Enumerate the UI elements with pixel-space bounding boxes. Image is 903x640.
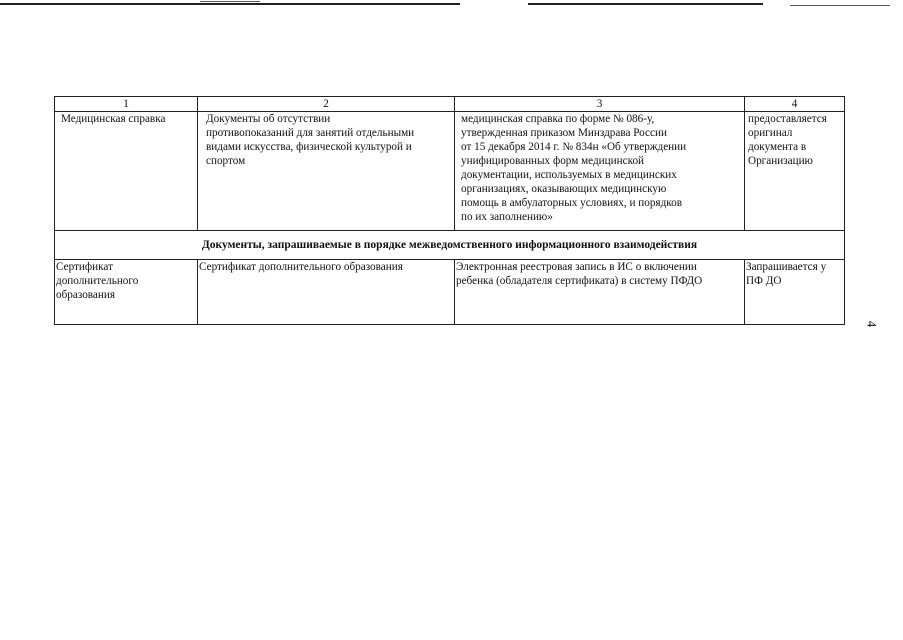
page-number: 4: [864, 320, 880, 328]
scan-artifact-line: [200, 1, 260, 2]
header-cell-3: 3: [455, 97, 745, 112]
document-form-cell: медицинская справка по форме № 086-у, утвержденная приказом Минздрава России от 15 декабря 2014 г. № 834н «Об утверждении унифицированных форм медицинской документации, используемых в медицинских организациях, оказывающих медицинскую помощь в амбулаторных условиях, и порядков по их заполнению»: [455, 112, 745, 231]
submission-method-cell: Запрашивается у ПФ ДО: [745, 260, 845, 325]
table-row: [55, 260, 845, 325]
document-purpose-cell: Сертификат дополнительного образования: [198, 260, 455, 325]
document-form-cell: Электронная реестровая запись в ИС о включении ребенка (обладателя сертификата) в систему ПФДО: [455, 260, 745, 325]
scan-artifact-line: [0, 3, 460, 5]
header-cell-4: 4: [745, 97, 845, 112]
section-heading: Документы, запрашиваемые в порядке межведомственного информационного взаимодействия: [55, 231, 845, 260]
scan-artifact-line: [790, 5, 890, 6]
section-heading-row: [55, 231, 845, 260]
table-row: [55, 112, 845, 231]
submission-method-cell: предоставляется оригинал документа в Организацию: [745, 112, 845, 231]
documents-table: [54, 96, 845, 325]
header-cell-2: 2: [198, 97, 455, 112]
document-purpose-cell: Документы об отсутствии противопоказаний для занятий отдельными видами искусства, физической культурой и спортом: [198, 112, 455, 231]
scan-artifact-line: [528, 3, 763, 5]
document-name-cell: Медицинская справка: [55, 112, 198, 231]
header-row: [55, 97, 845, 112]
document-name-cell: Сертификат дополнительного образования: [55, 260, 198, 325]
header-cell-1: 1: [55, 97, 198, 112]
